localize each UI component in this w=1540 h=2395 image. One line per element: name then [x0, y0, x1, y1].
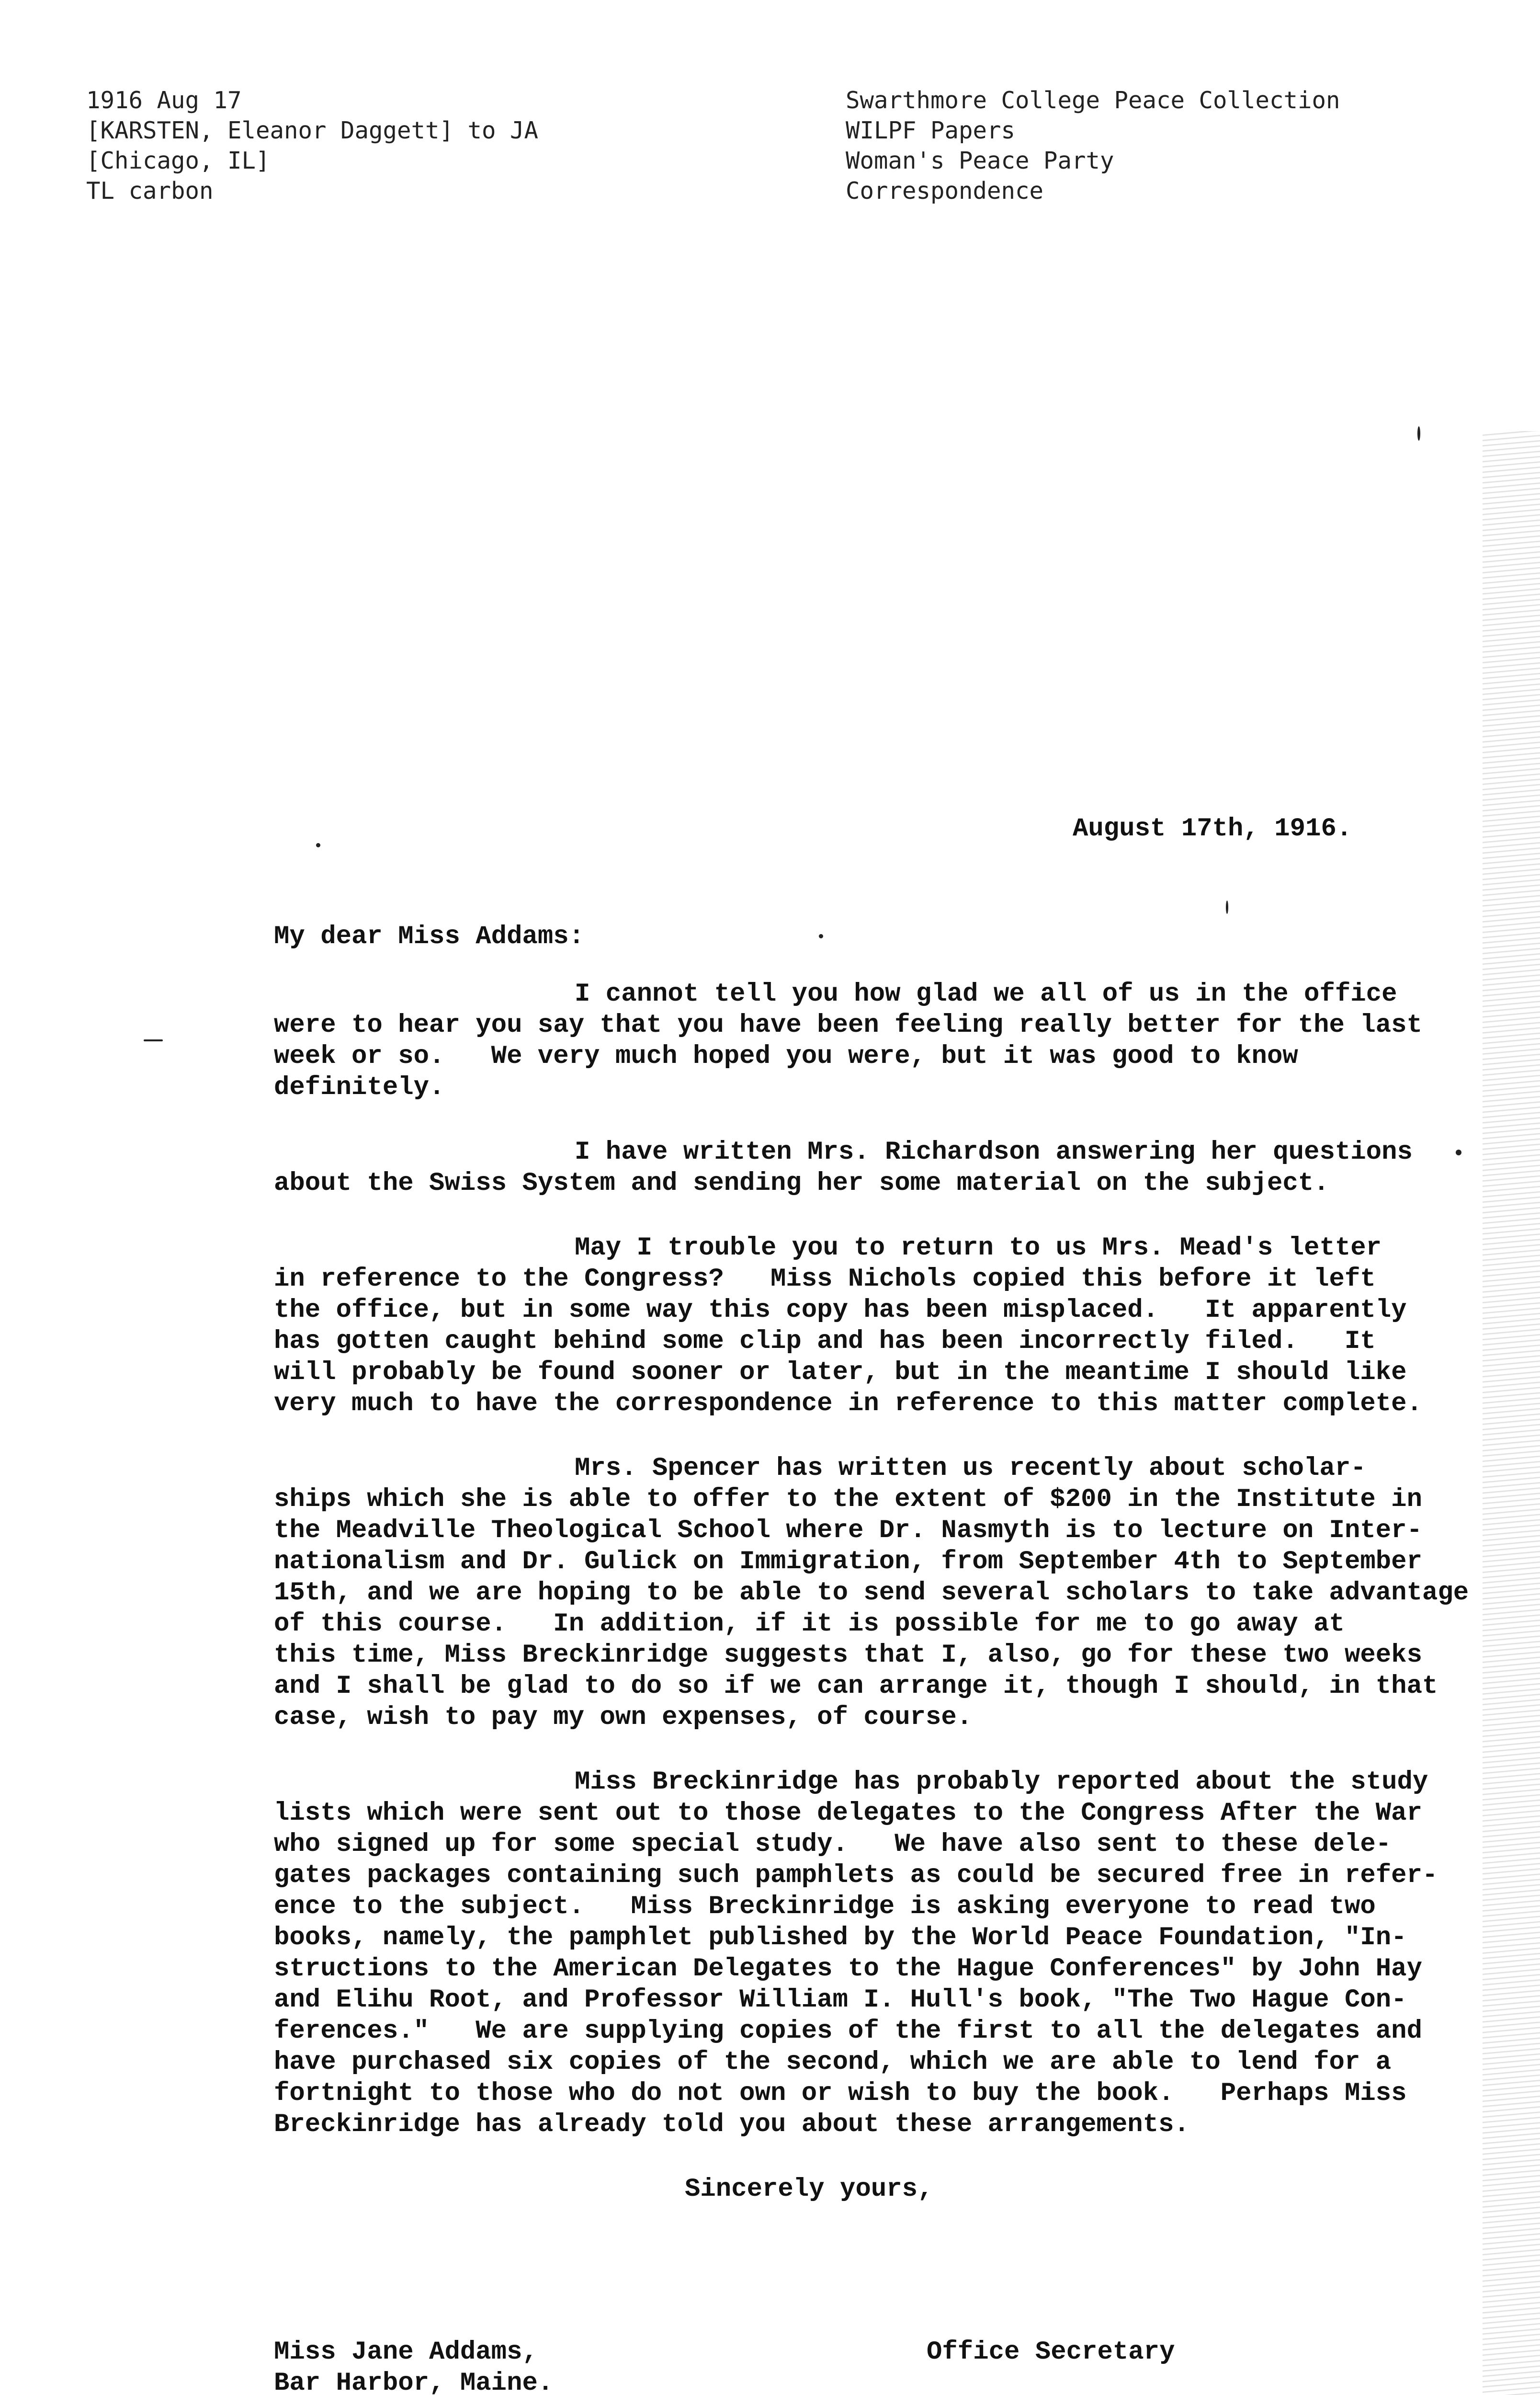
letter-date: August 17th, 1916. — [1073, 814, 1352, 844]
paragraph-4-line: ships which she is able to offer to the extent of $200 in the Institute in — [274, 1485, 1422, 1514]
paragraph-4-line: nationalism and Dr. Gulick on Immigration, from September 4th to September — [274, 1547, 1422, 1576]
paragraph-3-line: the office, but in some way this copy has been misplaced. It apparently — [274, 1296, 1407, 1325]
paragraph-5-line: lists which were sent out to those delegates to the Congress After the War — [274, 1799, 1422, 1828]
paragraph-3-line: will probably be found sooner or later, but in the meantime I should like — [274, 1358, 1407, 1387]
archive-metadata-right — [846, 85, 1340, 206]
scan-speck — [1226, 901, 1228, 914]
paragraph-3-line: May I trouble you to return to us Mrs. Mead's letter — [575, 1233, 1382, 1263]
meta-collection: Swarthmore College Peace Collection — [846, 87, 1340, 114]
paragraph-3-line: very much to have the correspondence in reference to this matter complete. — [274, 1389, 1422, 1418]
scan-speck — [316, 843, 320, 847]
addressee-location: Bar Harbor, Maine. — [274, 2369, 554, 2395]
scan-speck — [819, 934, 823, 938]
paragraph-4-line: this time, Miss Breckinridge suggests that I, also, go for these two weeks — [274, 1641, 1422, 1670]
salutation: My dear Miss Addams: — [274, 922, 585, 951]
paragraph-4-line: Mrs. Spencer has written us recently about scholar- — [575, 1454, 1366, 1483]
paragraph-1-line: week or so. We very much hoped you were, but it was good to know — [274, 1042, 1298, 1071]
paragraph-1-line: were to hear you say that you have been feeling really better for the last — [274, 1011, 1422, 1040]
paragraph-5-line: gates packages containing such pamphlets as could be secured free in refer- — [274, 1861, 1438, 1890]
paragraph-4-line: the Meadville Theological School where Dr. Nasmyth is to lecture on Inter- — [274, 1516, 1422, 1545]
paragraph-3-line: has gotten caught behind some clip and has been incorrectly filed. It — [274, 1327, 1376, 1356]
paragraph-5-line: books, namely, the pamphlet published by the World Peace Foundation, "In- — [274, 1923, 1407, 1952]
paragraph-5-line: ence to the subject. Miss Breckinridge is asking everyone to read two — [274, 1892, 1376, 1921]
paragraph-5-line: ferences." We are supplying copies of the first to all the delegates and — [274, 2017, 1422, 2046]
addressee-name: Miss Jane Addams, — [274, 2338, 538, 2367]
paragraph-5-line: structions to the American Delegates to the Hague Conferences" by John Hay — [274, 1954, 1422, 1984]
archive-metadata-left — [86, 85, 538, 206]
paragraph-1-line: definitely. — [274, 1073, 445, 1102]
paragraph-5-line: Breckinridge has already told you about these arrangements. — [274, 2110, 1189, 2139]
paragraph-2-line: about the Swiss System and sending her some material on the subject. — [274, 1169, 1329, 1198]
scan-speck — [144, 1039, 163, 1041]
paragraph-4-line: case, wish to pay my own expenses, of course. — [274, 1703, 973, 1732]
paragraph-2-line: I have written Mrs. Richardson answering her questions — [575, 1138, 1413, 1167]
meta-date: 1916 Aug 17 — [86, 87, 242, 114]
paragraph-5-line: have purchased six copies of the second, which we are able to lend for a — [274, 2048, 1392, 2077]
meta-place: [Chicago, IL] — [86, 147, 270, 174]
paragraph-1-line: I cannot tell you how glad we all of us in the office — [575, 980, 1397, 1009]
scan-edge-noise — [1483, 431, 1540, 2395]
closing: Sincerely yours, — [685, 2175, 933, 2204]
paragraph-3-line: in reference to the Congress? Miss Nichols copied this before it left — [274, 1265, 1376, 1294]
meta-author: [KARSTEN, Eleanor Daggett] to JA — [86, 117, 539, 144]
paragraph-4-line: and I shall be glad to do so if we can arrange it, though I should, in that — [274, 1672, 1438, 1701]
scan-speck — [1456, 1150, 1461, 1155]
paragraph-5-line: fortnight to those who do not own or wish to buy the book. Perhaps Miss — [274, 2079, 1407, 2108]
meta-subseries: Correspondence — [846, 177, 1044, 205]
paragraph-5-line: Miss Breckinridge has probably reported about the study — [575, 1768, 1428, 1797]
scan-speck — [1417, 426, 1420, 441]
meta-papers: WILPF Papers — [846, 117, 1016, 144]
paragraph-4-line: of this course. In addition, if it is possible for me to go away at — [274, 1609, 1345, 1639]
paragraph-4-line: 15th, and we are hoping to be able to send several scholars to take advantage — [274, 1578, 1469, 1608]
meta-series: Woman's Peace Party — [846, 147, 1114, 174]
paragraph-5-line: and Elihu Root, and Professor William I. Hull's book, "The Two Hague Con- — [274, 1985, 1407, 2015]
meta-type: TL carbon — [86, 177, 214, 205]
signature-title: Office Secretary — [927, 2338, 1175, 2367]
paragraph-5-line: who signed up for some special study. We have also sent to these dele- — [274, 1830, 1392, 1859]
